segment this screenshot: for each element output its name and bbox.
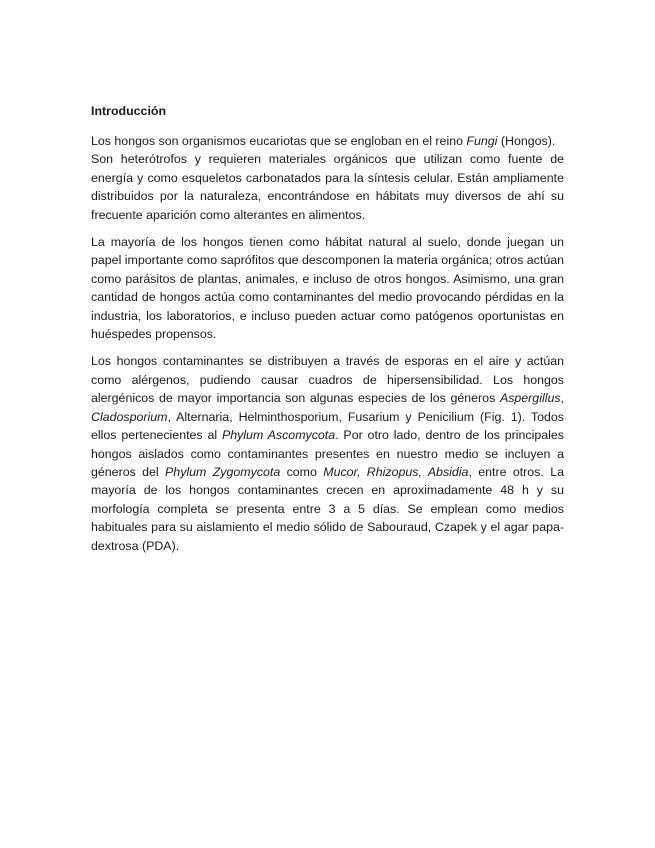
paragraph-2: La mayoría de los hongos tienen como hábitat natural al suelo, donde juegan un papel importante como saprófitos que descomponen la materia orgánica; otros actúan como parásitos de plantas, animales, e incluso de otros hongos. Asimismo, una gran cantidad de hongos actúa como contaminantes del medio provocando pérdidas en la industria, los laboratorios, e incluso pueden actuar como patógenos oportunistas en huéspedes propensos. bbox=[91, 235, 564, 342]
paragraph-3 bbox=[91, 352, 564, 554]
paragraph-1 bbox=[91, 132, 564, 224]
fungi-term: Fungi bbox=[466, 134, 498, 148]
paragraph-3-text-5: , entre otros. La mayoría de los hongos contaminantes crecen en aproximadamente 48 h y su morfología completa se presenta entre 3 a 5 días. Se emplean como medios habituales para su aislamiento el medio sólido de Sabouraud, Czapek y el agar papa-dextrosa (PDA). bbox=[91, 464, 564, 553]
paragraph-3-text-2: , Alternaria, Helminthosporium, Fusarium y Penicilium (Fig. 1). Todos ellos pertenecientes al bbox=[91, 409, 564, 443]
paragraph-3-text-1: Los hongos contaminantes se distribuyen a través de esporas en el aire y actúan como alérgenos, pudiendo causar cuadros de hipersensibilidad. Los hongos alergénicos de mayor importancia son algunas especies de los géneros bbox=[91, 354, 564, 406]
phylum-ascomycota: Phylum Ascomycota bbox=[221, 428, 336, 443]
genus-aspergillus: Aspergillus bbox=[499, 391, 561, 406]
separator: , bbox=[560, 391, 564, 406]
paragraph-1-sentence-2: Son heterótrofos y requieren materiales orgánicos que utilizan como fuente de energía y como esqueletos carbonatados para la síntesis celular. Están ampliamente distribuidos por la naturaleza, encontrándose en hábitats muy diversos de ahí su frecuente aparición como alterantes en alimentos. bbox=[91, 152, 564, 222]
paragraph-3-text-4: como bbox=[280, 464, 324, 479]
paragraph-3-text-3: . Por otro lado, dentro de los principales hongos aislados como contaminantes presentes en nuestro medio se incluyen a géneros del bbox=[91, 428, 564, 479]
paragraph-1-text-end: (Hongos). bbox=[497, 134, 556, 148]
genus-cladosporium: Cladosporium bbox=[91, 409, 168, 424]
paragraph-1-text: Los hongos son organismos eucariotas que se engloban en el reino bbox=[91, 134, 467, 148]
phylum-zygomycota: Phylum Zygomycota bbox=[165, 464, 281, 479]
section-heading: Introducción bbox=[91, 104, 167, 118]
genera-mucor-rhizopus-absidia: Mucor, Rhizopus, Absidia bbox=[323, 464, 469, 479]
document-body bbox=[91, 102, 564, 564]
